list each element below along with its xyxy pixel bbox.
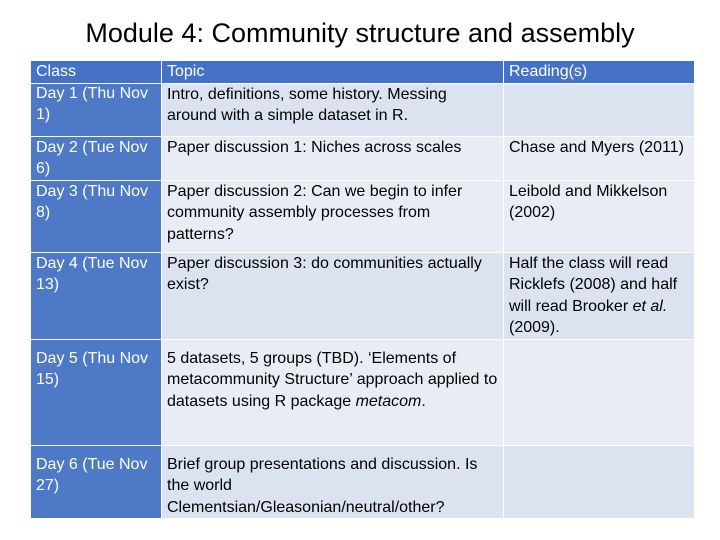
reading-cell bbox=[504, 83, 695, 136]
table-row bbox=[31, 83, 695, 136]
reading-cell: Leibold and Mikkelson (2002) bbox=[504, 180, 695, 252]
table-row bbox=[31, 136, 695, 180]
class-cell: Day 4 (Tue Nov 13) bbox=[31, 252, 162, 339]
topic-cell: Brief group presentations and discussion. Is the world Clementsian/Gleasonian/neutral/other? bbox=[162, 445, 504, 519]
header-reading: Reading(s) bbox=[504, 61, 695, 84]
table-row bbox=[31, 180, 695, 252]
table-row bbox=[31, 252, 695, 339]
topic-cell: Intro, definitions, some history. Messing around with a simple dataset in R. bbox=[162, 83, 504, 136]
topic-cell: Paper discussion 2: Can we begin to infer community assembly processes from patterns? bbox=[162, 180, 504, 252]
topic-cell: Paper discussion 1: Niches across scales bbox=[162, 136, 504, 180]
table-header-row bbox=[31, 61, 695, 84]
reading-cell bbox=[504, 445, 695, 519]
class-cell: Day 1 (Thu Nov 1) bbox=[31, 83, 162, 136]
class-cell: Day 5 (Thu Nov 15) bbox=[31, 339, 162, 445]
topic-cell: 5 datasets, 5 groups (TBD). ‘Elements of metacommunity Structure’ approach applied to datasets using R package metacom. bbox=[162, 339, 504, 445]
reading-cell: Chase and Myers (2011) bbox=[504, 136, 695, 180]
class-cell: Day 6 (Tue Nov 27) bbox=[31, 445, 162, 519]
class-cell: Day 3 (Thu Nov 8) bbox=[31, 180, 162, 252]
header-topic: Topic bbox=[162, 61, 504, 84]
table-row bbox=[31, 339, 695, 445]
reading-cell bbox=[504, 339, 695, 445]
slide-title: Module 4: Community structure and assembly bbox=[85, 18, 635, 48]
table-row bbox=[31, 445, 695, 519]
reading-cell: Half the class will read Ricklefs (2008) and half will read Brooker et al. (2009). bbox=[504, 252, 695, 339]
class-cell: Day 2 (Tue Nov 6) bbox=[31, 136, 162, 180]
header-class: Class bbox=[31, 61, 162, 84]
topic-cell: Paper discussion 3: do communities actually exist? bbox=[162, 252, 504, 339]
schedule-table bbox=[30, 60, 695, 519]
